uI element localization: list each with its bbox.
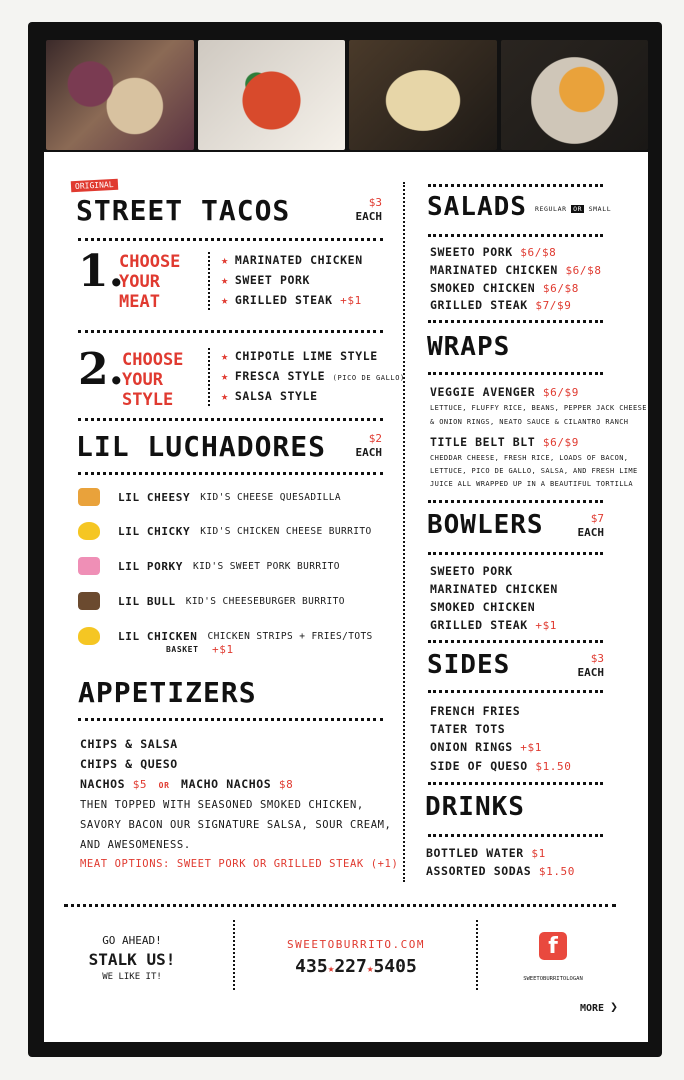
sides-title: SIDES [427, 650, 511, 680]
option-salsa: ★ SALSA STYLE [221, 389, 318, 403]
lucha-item: LIL CHICKY KID'S CHICKEN CHEESE BURRITO [78, 522, 372, 540]
nachos-desc-3: AND AWESOMENESS. [80, 839, 191, 851]
step-divider [208, 348, 210, 406]
option-chipotle-lime: ★ CHIPOTLE LIME STYLE [221, 349, 378, 363]
footer-sep [476, 920, 478, 990]
nachos-desc-2: SAVORY BACON OUR SIGNATURE SALSA, SOUR CREAM, [80, 819, 392, 831]
drink-item: ASSORTED SODAS $1.50 [426, 864, 575, 878]
chevron-right-icon: ❯ [610, 1000, 618, 1015]
stalk-us-text: STALK US! [88, 950, 176, 969]
bowlers-title: BOWLERS [427, 510, 544, 540]
divider [428, 834, 603, 837]
nachos-desc-1: THEN TOPPED WITH SEASONED SMOKED CHICKEN, [80, 799, 364, 811]
nachos-line: NACHOS $5 OR MACHO NACHOS $8 [80, 777, 294, 791]
salad-item: SWEETO PORK $6/$8 [430, 245, 557, 259]
side-item: SIDE OF QUESO $1.50 [430, 759, 572, 773]
option-grilled-steak: ★ GRILLED STEAK +$1 [221, 293, 362, 307]
street-tacos-title: STREET TACOS [76, 194, 291, 227]
step-1-number: 1. [78, 246, 124, 297]
divider [428, 372, 603, 375]
blt-desc-2: LETTUCE, PICO DE GALLO, SALSA, AND FRESH LIME [430, 467, 638, 475]
salads-title: SALADS [427, 192, 527, 222]
basket-label: BASKET [166, 645, 199, 654]
step-divider [208, 252, 210, 310]
photo-strip [46, 40, 648, 150]
divider [428, 184, 603, 187]
meat-options: MEAT OPTIONS: SWEET PORK OR GRILLED STEAK (+1) [80, 858, 399, 870]
salad-item: MARINATED CHICKEN $6/$8 [430, 263, 602, 277]
cheese-mask-icon [78, 488, 100, 506]
divider [78, 418, 383, 421]
option-sweet-pork: ★ SWEET PORK [221, 273, 311, 287]
bowler-item: GRILLED STEAK +$1 [430, 618, 558, 632]
divider [428, 500, 603, 503]
taco-photo [46, 40, 194, 150]
facebook-handle: SWEETOBURRITOLOGAN [523, 976, 583, 982]
option-fresca: ★ FRESCA STYLE (PICO DE GALLO) [221, 369, 405, 383]
more-link[interactable]: MORE ❯ [580, 1000, 618, 1015]
lucha-item: LIL CHICKEN CHICKEN STRIPS + FRIES/TOTS [78, 627, 373, 645]
column-divider [403, 182, 405, 882]
divider [428, 320, 603, 323]
divider [78, 330, 383, 333]
phone-number[interactable]: 435★227★5405 [295, 956, 417, 977]
drink-item: BOTTLED WATER $1 [426, 846, 546, 860]
appetizers-title: APPETIZERS [78, 676, 257, 709]
side-item: FRENCH FRIES [430, 704, 521, 718]
step-2-number: 2. [78, 344, 124, 395]
lil-luchadores-title: LIL LUCHADORES [76, 430, 327, 463]
sides-price: $3 EACH [577, 652, 604, 679]
bowlers-price: $7 EACH [577, 512, 604, 539]
drinks-title: DRINKS [425, 792, 525, 822]
chick-mask-icon [78, 522, 100, 540]
footer-divider [64, 904, 616, 907]
option-marinated-chicken: ★ MARINATED CHICKEN [221, 253, 363, 267]
divider [428, 640, 603, 643]
lil-luchadores-price: $2 EACH [355, 432, 382, 459]
divider [428, 782, 603, 785]
we-like-it-text: WE LIKE IT! [102, 972, 162, 982]
blt-desc-1: CHEDDAR CHEESE, FRESH RICE, LOADS OF BACON, [430, 454, 629, 462]
chicken-mask-icon [78, 627, 100, 645]
divider [78, 472, 383, 475]
go-ahead-text: GO AHEAD! [102, 934, 162, 947]
bowler-item: MARINATED CHICKEN [430, 582, 558, 596]
lucha-item: LIL PORKY KID'S SWEET PORK BURRITO [78, 557, 340, 575]
chips-salsa: CHIPS & SALSA [80, 737, 178, 751]
taco-photo-2 [349, 40, 497, 150]
veggie-avenger: VEGGIE AVENGER $6/$9 [430, 385, 579, 399]
divider [428, 690, 603, 693]
divider [428, 552, 603, 555]
original-badge: ORIGINAL [71, 179, 118, 192]
veggie-desc-2: & ONION RINGS, NEATO SAUCE & CILANTRO RANCH [430, 418, 629, 426]
title-belt-blt: TITLE BELT BLT $6/$9 [430, 435, 579, 449]
facebook-icon[interactable]: f [539, 932, 567, 960]
pico-photo [198, 40, 346, 150]
wraps-title: WRAPS [427, 332, 511, 362]
veggie-desc-1: LETTUCE, FLUFFY RICE, BEANS, PEPPER JACK CHEESE [430, 404, 647, 412]
bowler-item: SMOKED CHICKEN [430, 600, 536, 614]
salad-item: SMOKED CHICKEN $6/$8 [430, 281, 579, 295]
salad-sizes: REGULAR OR SMALL [535, 205, 612, 213]
lucha-item: LIL BULL KID'S CHEESEBURGER BURRITO [78, 592, 345, 610]
step-1-label: CHOOSE YOUR MEAT [119, 252, 181, 312]
street-tacos-price: $3 EACH [355, 196, 382, 223]
pig-mask-icon [78, 557, 100, 575]
bowl-photo [501, 40, 649, 150]
side-item: ONION RINGS +$1 [430, 740, 542, 754]
blt-desc-3: JUICE ALL WRAPPED UP IN A BEAUTIFUL TORTILLA [430, 480, 634, 488]
website-link[interactable]: SWEETOBURRITO.COM [286, 938, 426, 951]
bowler-item: SWEETO PORK [430, 564, 513, 578]
footer-sep [233, 920, 235, 990]
lucha-item: LIL CHEESY KID'S CHEESE QUESADILLA [78, 488, 341, 506]
step-2-label: CHOOSE YOUR STYLE [122, 350, 184, 410]
divider [78, 718, 383, 721]
salad-item: GRILLED STEAK $7/$9 [430, 298, 572, 312]
divider [428, 234, 603, 237]
basket-extra: +$1 [212, 643, 234, 656]
divider [78, 238, 383, 241]
chips-queso: CHIPS & QUESO [80, 757, 178, 771]
side-item: TATER TOTS [430, 722, 506, 736]
bull-mask-icon [78, 592, 100, 610]
